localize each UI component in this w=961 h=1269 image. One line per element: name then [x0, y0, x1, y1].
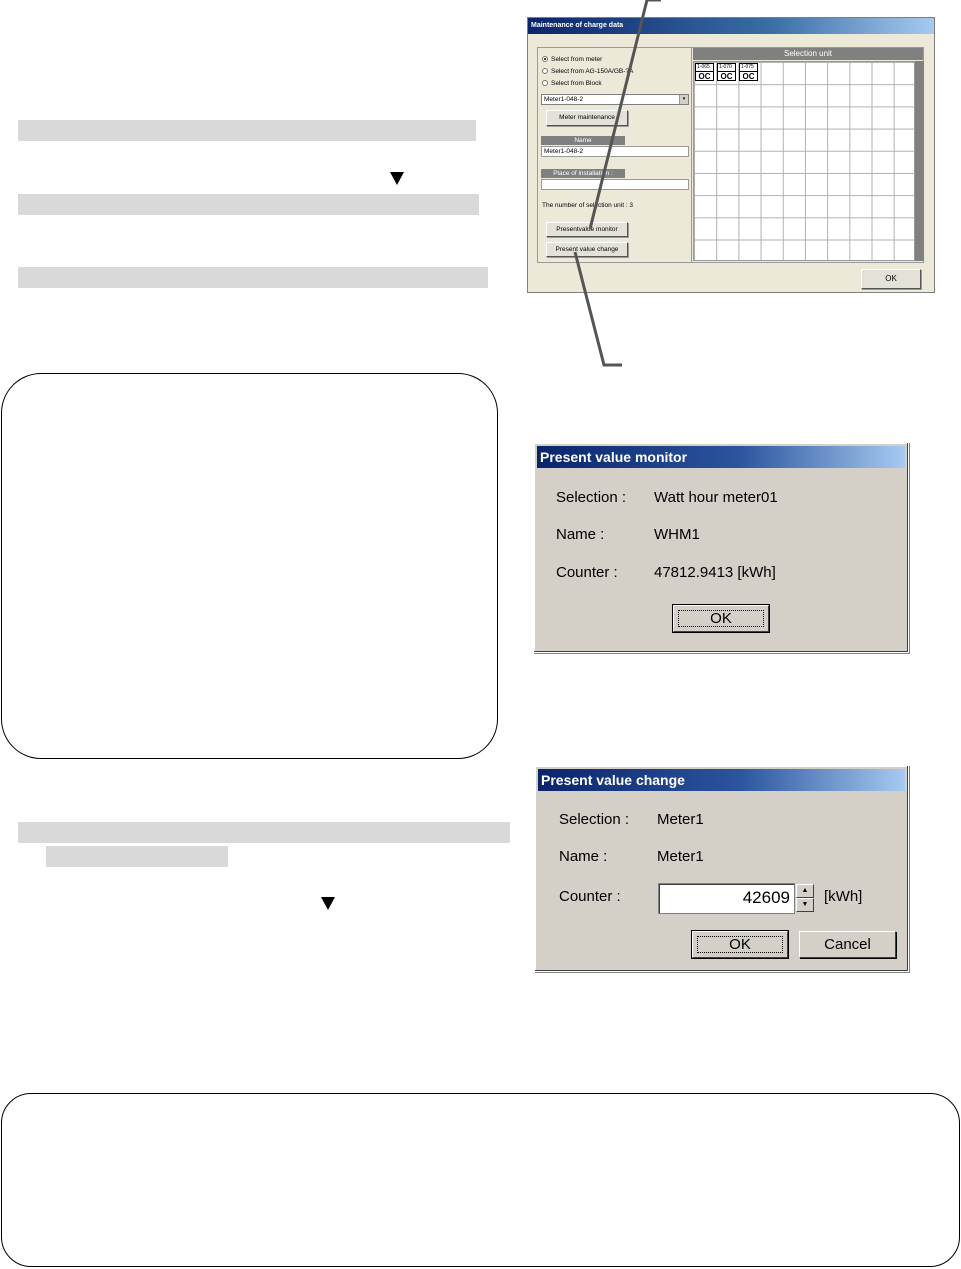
unit-tile[interactable]: 1-070 OC [717, 63, 736, 81]
selection-count-text: The number of selection unit : 3 [542, 202, 634, 209]
radio-select-from-ag[interactable]: Select from AG-150A/GB-?A [542, 68, 633, 75]
present-value-change-dialog [534, 765, 909, 972]
counter-label: Counter : [559, 888, 621, 905]
selection-label: Selection : [559, 811, 630, 828]
gray-bar-2 [18, 194, 479, 215]
counter-stepper[interactable] [796, 884, 814, 912]
name-field[interactable]: Meter1-048-2 [541, 146, 689, 157]
radio-select-from-meter[interactable]: Select from meter [542, 56, 602, 63]
present-value-monitor-button[interactable]: Presentvalue monitor [546, 222, 628, 237]
selection-value: Watt hour meter01 [654, 489, 778, 506]
counter-value: 47812.9413 [kWh] [654, 564, 776, 581]
monitor-ok-button[interactable]: OK [673, 605, 769, 632]
counter-unit: [kWh] [824, 888, 863, 905]
name-value: Meter1 [657, 848, 704, 865]
radio-icon [542, 56, 548, 62]
counter-label: Counter : [556, 564, 618, 581]
name-label: Name : [559, 848, 608, 865]
selection-panel [538, 48, 692, 262]
spin-up-icon[interactable]: ▲ [796, 884, 814, 898]
maintenance-window [527, 17, 935, 293]
radio-select-from-block[interactable]: Select from Block [542, 80, 602, 87]
meter-select[interactable]: Meter1-048-2 ▾ [541, 94, 689, 105]
gray-bar-3 [18, 267, 488, 288]
present-value-monitor-dialog [533, 442, 909, 653]
dialog-title: Present value monitor [537, 446, 905, 468]
name-value: WHM1 [654, 526, 700, 543]
down-arrow-icon [390, 172, 404, 185]
change-cancel-button[interactable]: Cancel [799, 931, 896, 958]
unit-tile[interactable]: 1-065 OC [695, 63, 714, 81]
grid-scrollbar[interactable] [915, 61, 924, 261]
meter-maintenance-button[interactable]: Meter maintenance [546, 110, 628, 126]
place-caption: Place of installation : [541, 169, 625, 178]
radio-icon [542, 68, 548, 74]
gray-bar-1 [18, 120, 476, 141]
present-value-change-button[interactable]: Present value change [546, 242, 628, 257]
selection-unit-grid [693, 61, 915, 261]
dialog-title: Present value change [538, 769, 905, 791]
down-arrow-icon [321, 897, 335, 910]
counter-input[interactable]: 42609 [658, 883, 795, 914]
unit-tile[interactable]: 1-075 OC [739, 63, 758, 81]
selection-value: Meter1 [657, 811, 704, 828]
chevron-down-icon[interactable]: ▾ [679, 95, 688, 104]
note-box-1 [1, 373, 498, 759]
selection-label: Selection : [556, 489, 627, 506]
name-caption: Name [541, 136, 625, 145]
selection-unit-header: Selection unit [693, 48, 923, 60]
radio-icon [542, 80, 548, 86]
change-ok-button[interactable]: OK [692, 931, 788, 958]
spin-down-icon[interactable]: ▼ [796, 898, 814, 912]
gray-bar-5 [46, 846, 228, 867]
window-title: Maintenance of charge data [528, 18, 934, 34]
note-box-2 [1, 1093, 960, 1267]
name-label: Name : [556, 526, 605, 543]
place-field[interactable] [541, 179, 689, 190]
window-frame [537, 47, 924, 263]
gray-bar-4 [18, 822, 510, 843]
maintenance-ok-button[interactable]: OK [861, 269, 921, 289]
